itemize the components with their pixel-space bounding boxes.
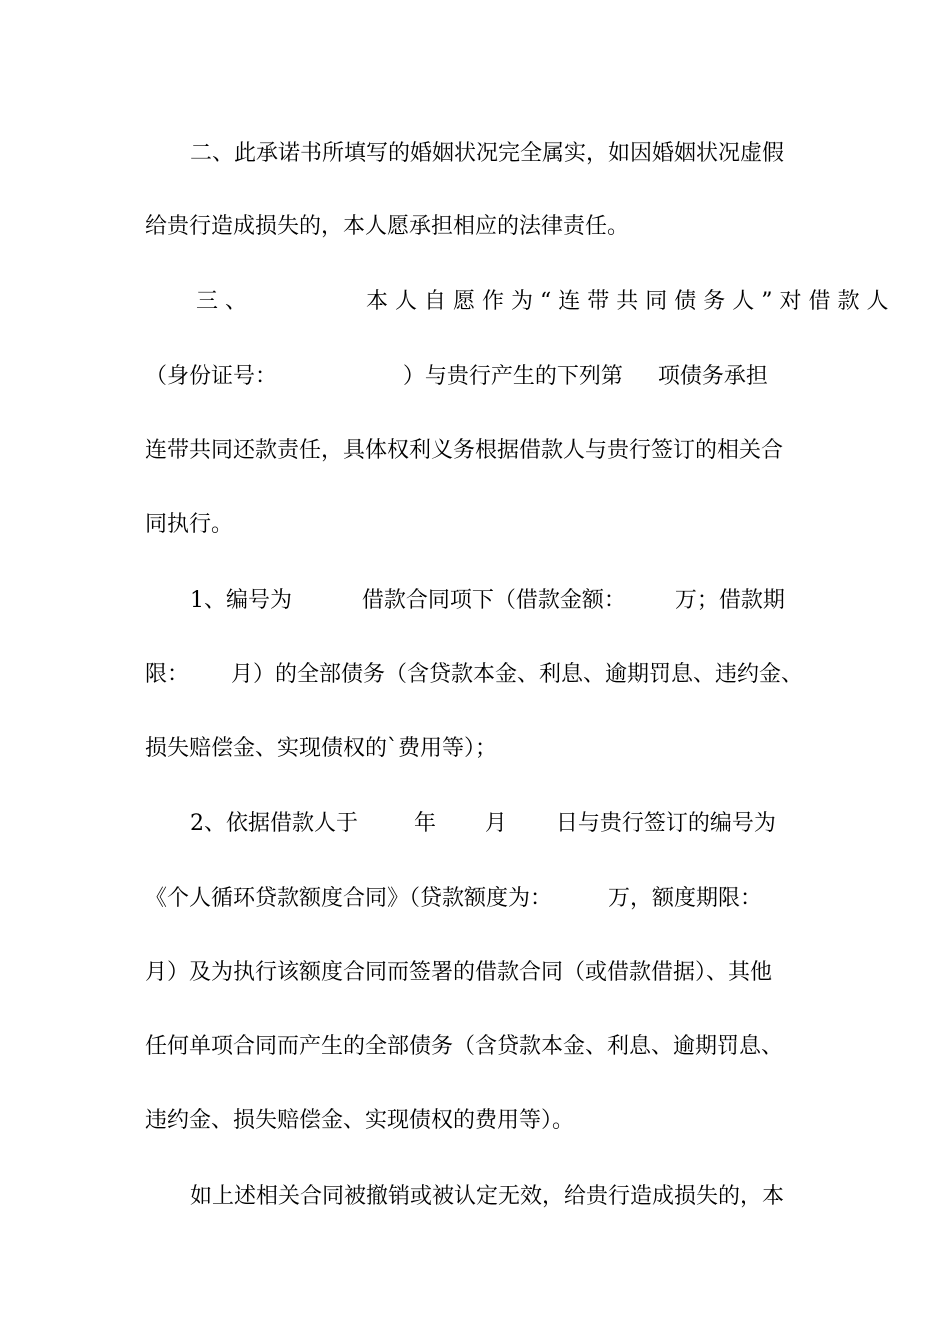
item-1-line-3: 损失赔偿金、实现债权的`费用等）； <box>145 736 498 761</box>
paragraph-2-line-1: 二、此承诺书所填写的婚姻状况完全属实，如因婚姻状况虚假 <box>190 141 785 166</box>
paragraph-2-line-2: 给贵行造成损失的，本人愿承担相应的法律责任。 <box>145 214 630 239</box>
item-2-line-2: 《个人循环贷款额度合同》（贷款额度为： 万，额度期限： <box>145 886 762 911</box>
paragraph-3-line-3: 连带共同还款责任，具体权利义务根据借款人与贵行签订的相关合 <box>145 438 784 463</box>
paragraph-3-line-2: （身份证号： ）与贵行产生的下列第 项债务承担 <box>145 364 768 389</box>
item-1-line-2: 限： 月）的全部债务（含贷款本金、利息、逾期罚息、违约金、 <box>145 662 803 687</box>
paragraph-3-line-4: 同执行。 <box>145 512 234 537</box>
item-1-line-1: 1、编号为 借款合同项下（借款金额： 万；借款期 <box>190 588 785 613</box>
item-2-line-1: 2、依据借款人于 年 月 日与贵行签订的编号为 <box>190 811 776 836</box>
paragraph-3-line-1: 三、 本人自愿作为“连带共同债务人”对借款人 <box>196 289 896 314</box>
closing-paragraph-line-1: 如上述相关合同被撤销或被认定无效，给贵行造成损失的，本 <box>190 1184 785 1209</box>
item-2-line-3: 月）及为执行该额度合同而签署的借款合同（或借款借据）、其他 <box>145 960 773 985</box>
item-2-line-5: 违约金、损失赔偿金、实现债权的费用等）。 <box>145 1108 575 1133</box>
item-2-line-4: 任何单项合同而产生的全部债务（含贷款本金、利息、逾期罚息、 <box>145 1034 784 1059</box>
